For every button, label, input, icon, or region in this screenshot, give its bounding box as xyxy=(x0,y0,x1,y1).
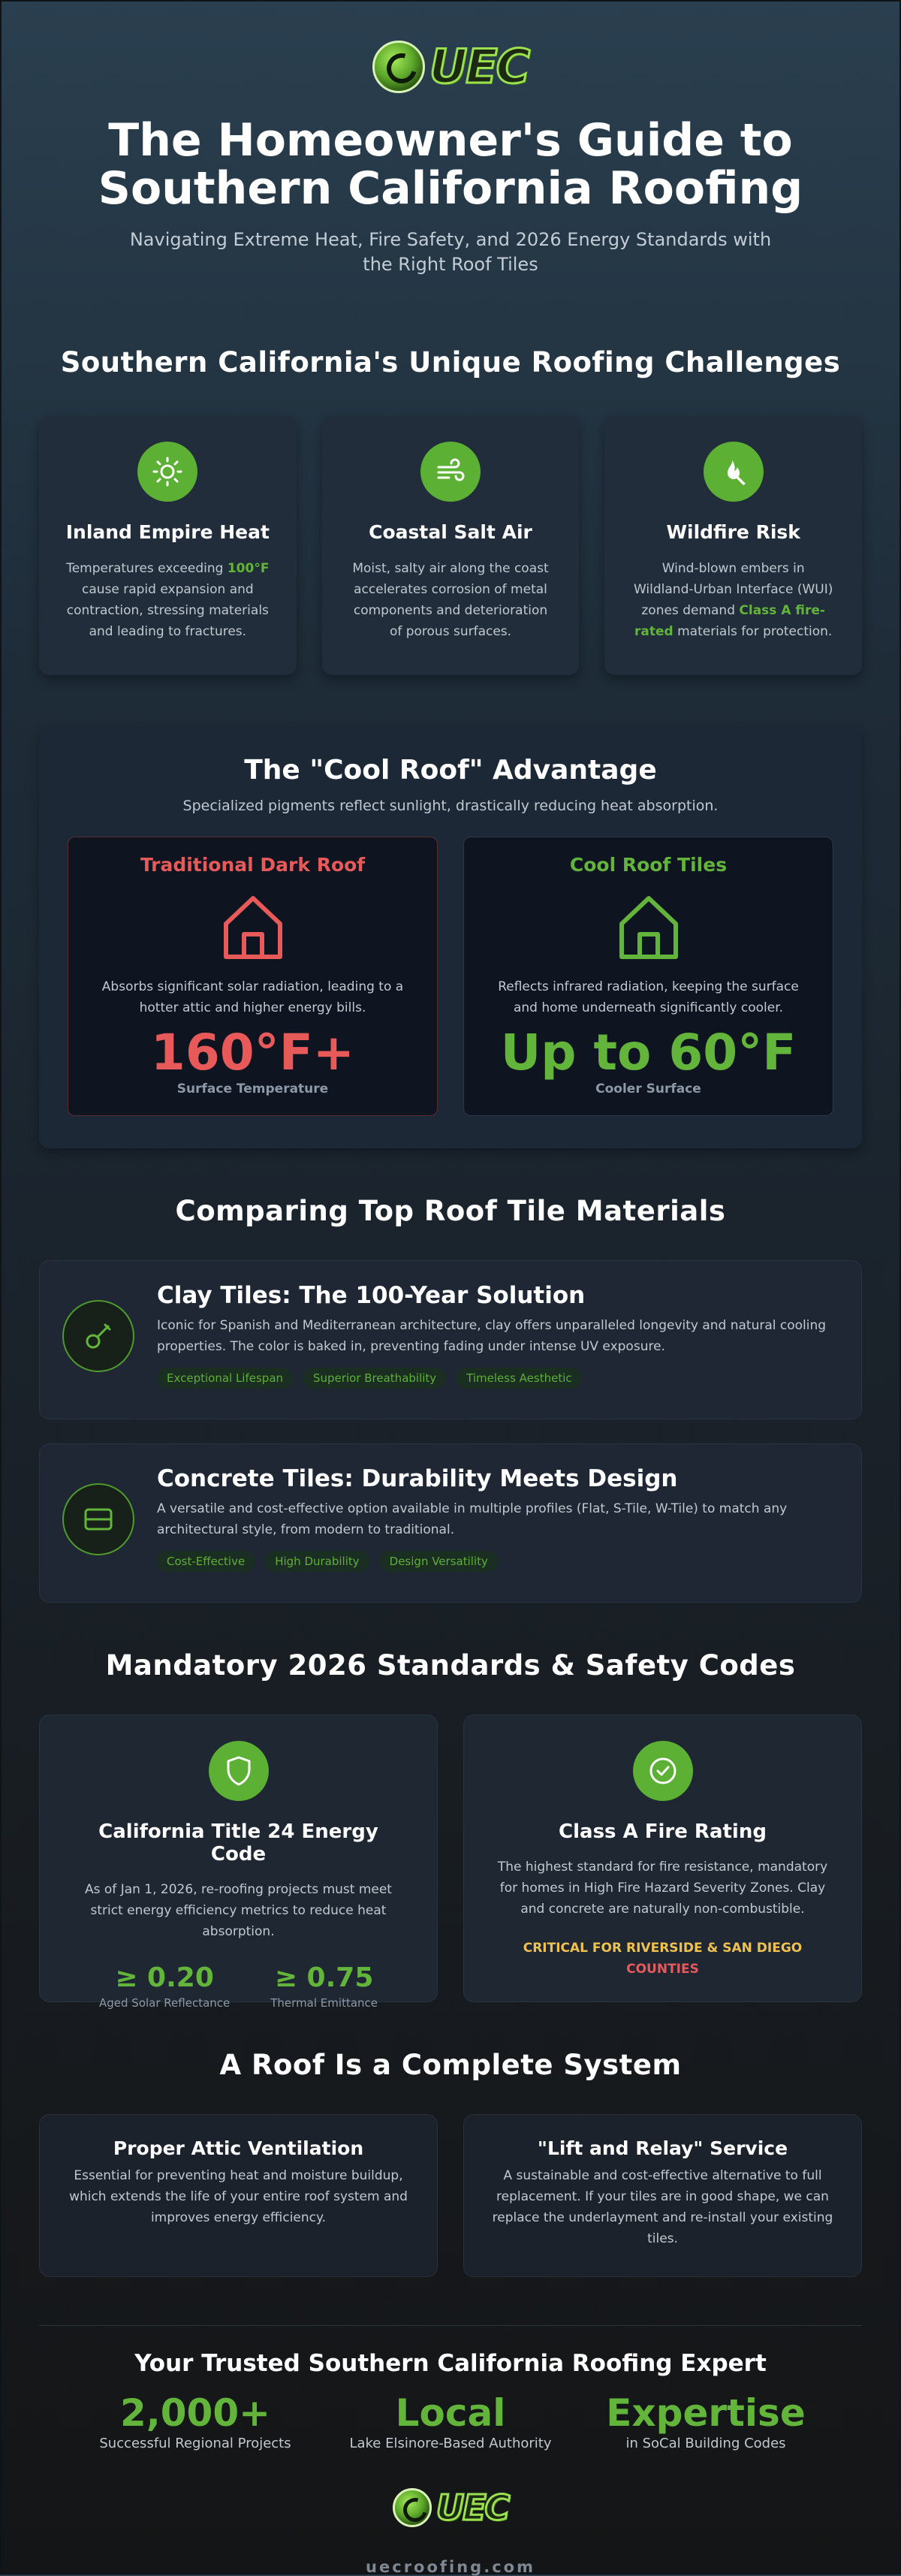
challenge-title: Coastal Salt Air xyxy=(369,521,532,543)
title24-card xyxy=(39,1715,438,2010)
material-title: Concrete Tiles: Durability Meets Design xyxy=(157,1465,678,1492)
cool-roof-title: The "Cool Roof" Advantage xyxy=(244,755,657,786)
divider xyxy=(39,2325,862,2326)
tag: Design Versatility xyxy=(380,1551,498,1572)
cool-roof-section xyxy=(39,728,862,1148)
challenge-text: Moist, salty air along the coast accelerates corrosion of metal components and deterioration of porous surfaces. xyxy=(352,561,549,639)
fire-icon xyxy=(704,442,764,502)
house-icon xyxy=(479,894,818,964)
stat-expertise: Expertise in SoCal Building Codes xyxy=(606,2391,806,2451)
concrete-block-icon xyxy=(62,1483,134,1555)
cooler-surface-caption: Cooler Surface xyxy=(595,1081,701,1096)
cooler-surface-value: Up to 60°F xyxy=(500,1024,797,1081)
clay-pot-icon xyxy=(62,1300,134,1372)
title-line-2: Southern California Roofing xyxy=(98,162,803,215)
footer-logo[interactable] xyxy=(393,2487,509,2528)
challenge-text: Wind-blown embers in Wildland-Urban Interface (WUI) zones demand Class A fire-rated materials for protection. xyxy=(633,561,833,639)
thermal-emittance-metric: ≥ 0.75 Thermal Emittance xyxy=(270,1962,378,2010)
stat-local: Local Lake Elsinore-Based Authority xyxy=(349,2391,552,2451)
surface-temp-value: 160°F+ xyxy=(150,1024,355,1081)
material-card-concrete xyxy=(39,1443,862,1603)
highlight-class-a: Class A fire-rated xyxy=(634,603,825,639)
standard-title: Class A Fire Rating xyxy=(559,1820,767,1843)
materials-title: Comparing Top Roof Tile Materials xyxy=(175,1195,726,1227)
logo-text: UEC xyxy=(435,2487,509,2528)
solar-reflectance-metric: ≥ 0.20 Aged Solar Reflectance xyxy=(99,1962,231,2010)
challenge-card-salt xyxy=(322,416,580,675)
brand-logo[interactable] xyxy=(372,39,529,94)
cool-roof-panel xyxy=(463,837,833,1116)
materials-section xyxy=(39,1195,862,1603)
website-link[interactable]: uecroofing.com xyxy=(366,2558,535,2576)
highlight-temp: 100°F xyxy=(227,561,270,576)
shield-icon xyxy=(209,1741,269,1801)
challenges-title: Southern California's Unique Roofing Challenges xyxy=(60,346,841,379)
stat-projects: 2,000+ Successful Regional Projects xyxy=(99,2391,291,2451)
challenges-section xyxy=(39,346,862,675)
material-title: Clay Tiles: The 100-Year Solution xyxy=(157,1282,586,1309)
lift-relay-card xyxy=(463,2114,862,2277)
challenge-card-wildfire xyxy=(604,416,862,675)
title-line-1: The Homeowner's Guide to xyxy=(108,114,793,167)
material-card-clay xyxy=(39,1260,862,1419)
cool-roof-subtitle: Specialized pigments reflect sunlight, drastically reducing heat absorption. xyxy=(182,798,719,814)
panel-text: Reflects infrared radiation, keeping the surface and home underneath significantly cooler. xyxy=(498,979,799,1015)
tag-list xyxy=(157,1368,839,1389)
standard-title: California Title 24 Energy Code xyxy=(98,1820,378,1866)
surface-temp-caption: Surface Temperature xyxy=(176,1081,329,1096)
system-section xyxy=(39,2049,862,2277)
panel-text: Absorbs significant solar radiation, leading to a hotter attic and higher energy bills. xyxy=(101,979,404,1015)
critical-notice: CRITICAL FOR RIVERSIDE & SAN DIEGO COUNTIES xyxy=(523,1941,803,1977)
check-circle-icon xyxy=(633,1741,693,1801)
tag: Cost-Effective xyxy=(157,1551,255,1572)
page-title xyxy=(39,116,862,213)
logo-orb-icon xyxy=(372,41,425,93)
system-title: A Roof Is a Complete System xyxy=(219,2049,682,2081)
system-card-title: "Lift and Relay" Service xyxy=(537,2137,788,2159)
system-card-text: Essential for preventing heat and moisture buildup, which extends the life of your entire roof system and improves energy efficiency. xyxy=(69,2168,408,2225)
standards-title: Mandatory 2026 Standards & Safety Codes xyxy=(105,1649,796,1682)
challenge-text: Temperatures exceeding 100°F cause rapid expansion and contraction, stressing materials and leading to fractures. xyxy=(66,561,270,639)
tag: High Durability xyxy=(265,1551,369,1572)
house-icon xyxy=(83,894,422,964)
logo-text: UEC xyxy=(429,39,529,94)
tag: Exceptional Lifespan xyxy=(157,1368,293,1389)
subtitle-line-2: the Right Roof Tiles xyxy=(363,254,538,275)
standards-section xyxy=(39,1649,862,2010)
sun-icon xyxy=(137,442,197,502)
standard-text: The highest standard for fire resistance, mandatory for homes in High Fire Hazard Severity Zones. Clay and concrete are naturally non-combustible. xyxy=(497,1860,828,1917)
subtitle-line-1: Navigating Extreme Heat, Fire Safety, and 2026 Energy Standards with xyxy=(129,229,772,250)
material-text: Iconic for Spanish and Mediterranean architecture, clay offers unparalleled longevity and natural cooling properties. The color is baked in, preventing fading under intense UV exposure. xyxy=(157,1318,827,1354)
logo-orb-icon xyxy=(393,2488,432,2527)
tag-list xyxy=(157,1551,839,1572)
system-card-title: Proper Attic Ventilation xyxy=(113,2137,364,2159)
challenge-title: Inland Empire Heat xyxy=(65,521,270,543)
challenge-title: Wildfire Risk xyxy=(666,521,800,543)
material-text: A versatile and cost-effective option available in multiple profiles (Flat, S-Tile, W-Tile) to match any architectural style, from modern to traditional. xyxy=(157,1501,788,1537)
wind-icon xyxy=(420,442,481,502)
standard-text: As of Jan 1, 2026, re-roofing projects must meet strict energy efficiency metrics to reduce heat absorption. xyxy=(85,1882,392,1939)
fire-rating-card xyxy=(463,1715,862,2002)
tag: Timeless Aesthetic xyxy=(457,1368,581,1389)
system-card-text: A sustainable and cost-effective alternative to full replacement. If your tiles are in good shape, we can replace the underlayment and re-install your existing tiles. xyxy=(492,2168,833,2246)
page-subtitle xyxy=(39,228,862,277)
trust-section xyxy=(39,2350,862,2576)
tag: Superior Breathability xyxy=(303,1368,446,1389)
panel-title: Cool Roof Tiles xyxy=(569,854,728,876)
ventilation-card xyxy=(39,2114,438,2277)
challenge-card-heat xyxy=(39,416,297,675)
trust-title: Your Trusted Southern California Roofing Expert xyxy=(134,2350,767,2377)
traditional-roof-panel xyxy=(68,837,438,1116)
hero-section xyxy=(39,2,862,277)
panel-title: Traditional Dark Roof xyxy=(140,854,366,876)
